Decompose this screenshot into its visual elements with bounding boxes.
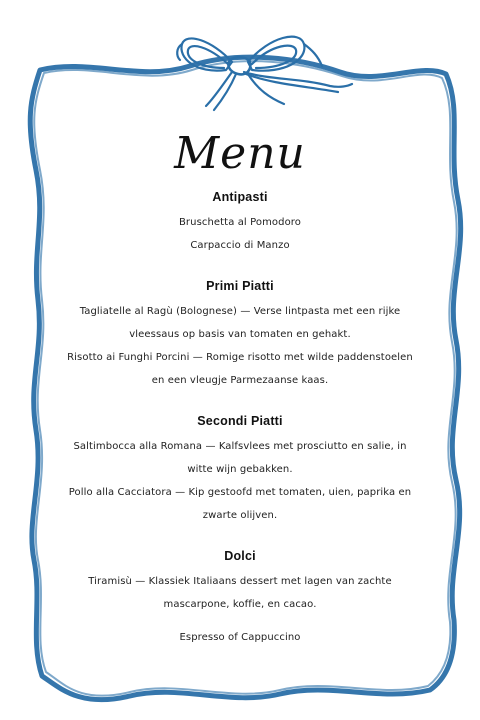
section-dolci bbox=[60, 549, 420, 649]
menu-item-line: witte wijn gebakken. bbox=[187, 464, 293, 475]
menu-item-line: Risotto ai Funghi Porcini — Romige risotto met wilde paddenstoelen bbox=[67, 352, 413, 363]
section-primi-piatti bbox=[60, 279, 420, 392]
menu-item-line: en een vleugje Parmezaanse kaas. bbox=[151, 375, 329, 386]
menu-item: Espresso of Cappuccino bbox=[179, 632, 301, 643]
menu-item-line: vleessaus op basis van tomaten en gehakt. bbox=[129, 329, 351, 340]
menu-item-line: Tiramisù — Klassiek Italiaans dessert met lagen van zachte bbox=[88, 576, 392, 587]
menu-item-line: Saltimbocca alla Romana — Kalfsvlees met prosciutto en salie, in bbox=[73, 441, 407, 452]
menu-item-line: zwarte olijven. bbox=[202, 510, 278, 521]
page-title: Menu bbox=[174, 128, 306, 179]
menu-item-line: Pollo alla Cacciatora — Kip gestoofd met tomaten, uien, paprika en bbox=[68, 487, 412, 498]
menu-item-line: mascarpone, koffie, en cacao. bbox=[163, 599, 317, 610]
section-secondi-piatti bbox=[60, 414, 420, 527]
menu-item: Bruschetta al Pomodoro bbox=[178, 217, 302, 228]
section-heading: Antipasti bbox=[212, 190, 268, 204]
bow-icon bbox=[177, 37, 352, 110]
section-antipasti bbox=[60, 190, 420, 257]
section-heading: Secondi Piatti bbox=[197, 414, 283, 428]
menu-item: Carpaccio di Manzo bbox=[190, 240, 290, 251]
menu-content bbox=[60, 190, 420, 667]
menu-item-line: Tagliatelle al Ragù (Bolognese) — Verse lintpasta met een rijke bbox=[79, 306, 401, 317]
section-heading: Primi Piatti bbox=[206, 279, 274, 293]
section-heading: Dolci bbox=[224, 549, 256, 563]
